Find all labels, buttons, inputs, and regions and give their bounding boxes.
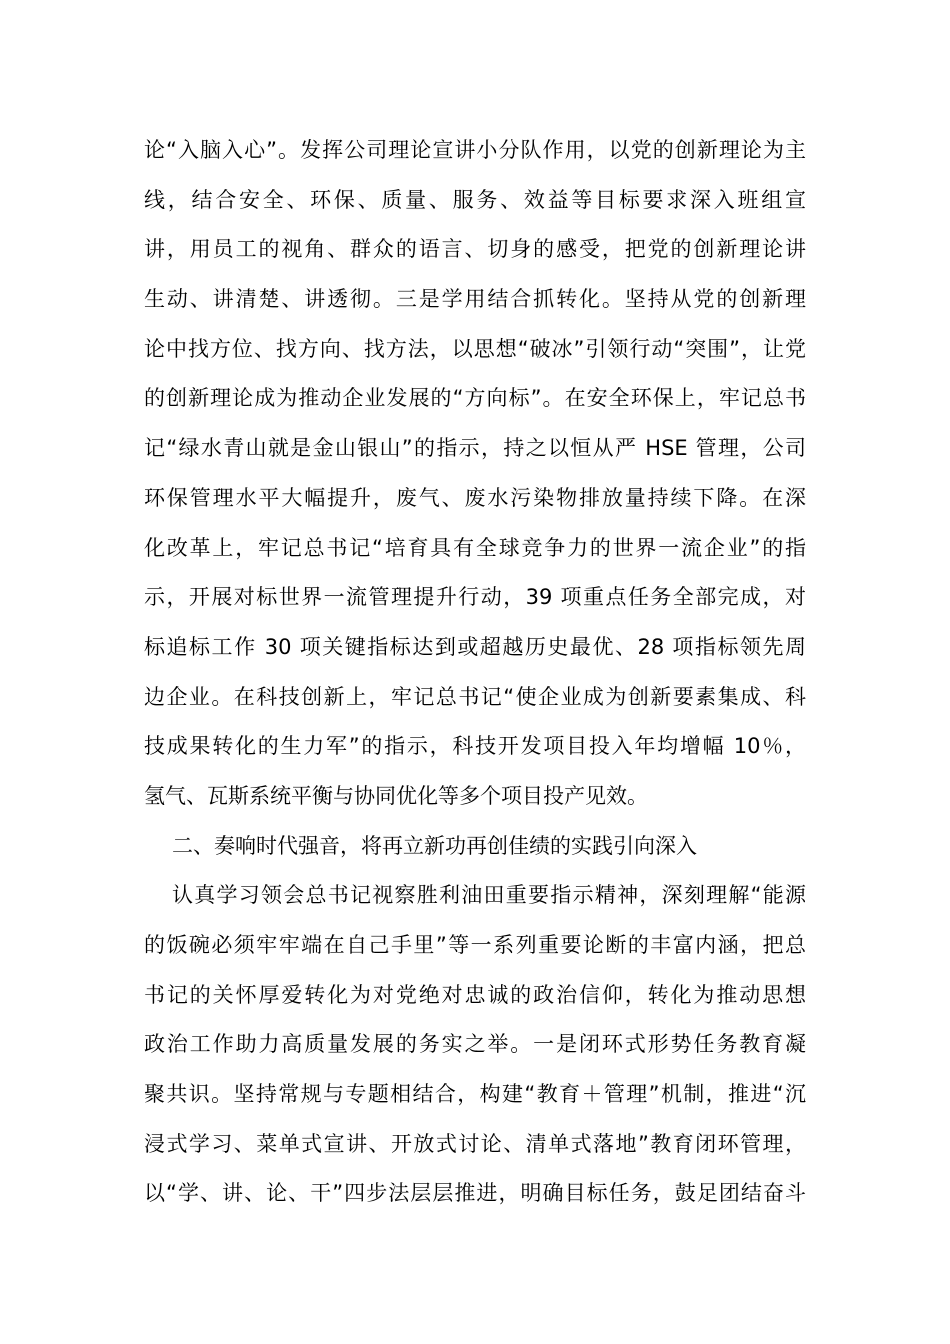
- document-body: [144, 126, 806, 1219]
- text-line: 的创新理论成为推动企业发展的“方向标”。在安全环保上，牢记总书: [144, 386, 806, 411]
- paragraph: [144, 871, 806, 1219]
- text-line: 浸式学习、菜单式宣讲、开放式讨论、清单式落地”教育闭环管理，: [144, 1131, 806, 1156]
- text-line: 以“学、讲、论、干”四步法层层推进，明确目标任务，鼓足团结奋斗: [144, 1181, 806, 1206]
- text-line: 示，开展对标世界一流管理提升行动，39 项重点任务全部完成，对: [144, 585, 806, 610]
- text-line: 书记的关怀厚爱转化为对党绝对忠诚的政治信仰，转化为推动思想: [144, 982, 806, 1007]
- section-heading: 二、奏响时代强音，将再立新功再创佳绩的实践引向深入: [172, 833, 697, 858]
- text-line: 环保管理水平大幅提升，废气、废水污染物排放量持续下降。在深: [144, 485, 806, 510]
- text-line: 边企业。在科技创新上，牢记总书记“使企业成为创新要素集成、科: [144, 684, 806, 709]
- text-line: 标追标工作 30 项关键指标达到或超越历史最优、28 项指标领先周: [144, 634, 806, 659]
- text-line: 生动、讲清楚、讲透彻。三是学用结合抓转化。坚持从党的创新理: [144, 287, 806, 312]
- text-line: 聚共识。坚持常规与专题相结合，构建“教育＋管理”机制，推进“沉: [144, 1082, 806, 1107]
- text-line: 论中找方位、找方向、找方法，以思想“破冰”引领行动“突围”，让党: [144, 336, 806, 361]
- text-line: 讲，用员工的视角、群众的语言、切身的感受，把党的创新理论讲: [144, 237, 806, 262]
- text-line: 线，结合安全、环保、质量、服务、效益等目标要求深入班组宣: [144, 187, 806, 212]
- text-line: 论“入脑入心”。发挥公司理论宣讲小分队作用，以党的创新理论为主: [144, 138, 806, 162]
- text-line: 记“绿水青山就是金山银山”的指示，持之以恒从严 HSE 管理，公司: [144, 436, 806, 461]
- text-line: 化改革上，牢记总书记“培育具有全球竞争力的世界一流企业”的指: [144, 535, 806, 560]
- text-line: 的饭碗必须牢牢端在自己手里”等一系列重要论断的丰富内涵，把总: [144, 933, 806, 957]
- text-line: 政治工作助力高质量发展的务实之举。一是闭环式形势任务教育凝: [144, 1032, 806, 1057]
- text-line: 认真学习领会总书记视察胜利油田重要指示精神，深刻理解“能源: [172, 883, 806, 908]
- paragraph: [144, 126, 806, 822]
- text-line: 氢气、瓦斯系统平衡与协同优化等多个项目投产见效。: [144, 783, 648, 808]
- text-line: 技成果转化的生力军”的指示，科技开发项目投入年均增幅 10％，: [144, 734, 806, 759]
